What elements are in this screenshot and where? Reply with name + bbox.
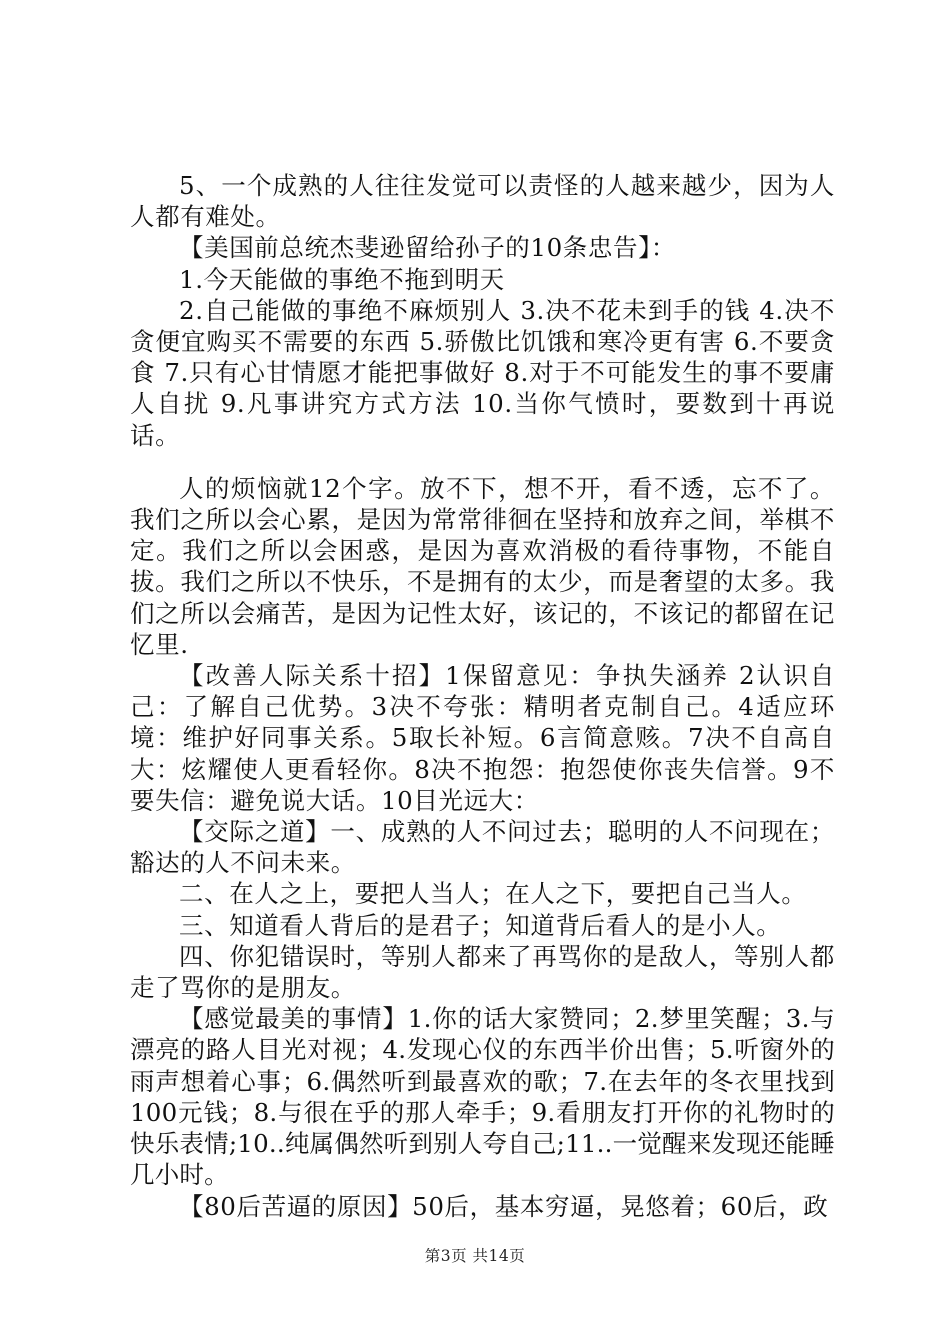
paragraph-jefferson-heading: 【美国前总统杰斐逊留给孙子的10条忠告】： [179, 233, 677, 263]
paragraph-social-way-4: 四、你犯错误时，等别人都来了再骂你的是敌人，等别人都走了骂你的是朋友。 [130, 941, 835, 1003]
paragraph-jefferson-items: 2.自己能做的事绝不麻烦别人 3.决不花未到手的钱 4.决不贪便宜购买不需要的东西 5.骄傲比饥饿和寒冷更有害 6.不要贪食 7.只有心甘情愿才能把事做好 8.对于不可能发生的事不要庸人自扰 9.凡事讲究方式方法 10.当你气愤时，要数到十再说话。 [130, 295, 835, 450]
paragraph-mature-person: 5、一个成熟的人往往发觉可以责怪的人越来越少，因为人人都有难处。 [130, 171, 835, 232]
paragraph-twelve-words: 人的烦恼就12个字。放不下，想不开，看不透，忘不了。我们之所以会心累，是因为常常徘徊在坚持和放弃之间，举棋不定。我们之所以会困惑，是因为喜欢消极的看待事物，不能自拔。我们之所以不快乐，不是拥有的太少，而是奢望的太多。我们之所以会痛苦，是因为记性太好，该记的，不该记的都留在记忆里. [130, 473, 835, 659]
document-body [130, 170, 835, 1222]
paragraph-social-way-3: 三、知道看人背后的是君子；知道背后看人的是小人。 [179, 910, 782, 940]
paragraph-relationship-tips: 【改善人际关系十招】1保留意见：争执失涵养 2认识自己：了解自己优势。3决不夸张：精明者克制自己。4适应环境：维护好同事关系。5取长补短。6言简意赅。7决不自高自大：炫耀使人更看轻你。8决不抱怨：抱怨使你丧失信誉。9不要失信：避免说大话。10目光远大： [130, 661, 835, 815]
paragraph-social-way-1: 【交际之道】一、成熟的人不问过去；聪明的人不问现在；豁达的人不问未来。 [130, 817, 835, 878]
page-footer: 第3页 共14页 [424, 1247, 526, 1265]
paragraph-post80s: 【80后苦逼的原因】50后，基本穷逼，晃悠着；60后，政 [179, 1191, 829, 1221]
paragraph-beautiful-things: 【感觉最美的事情】1.你的话大家赞同；2.梦里笑醒；3.与漂亮的路人目光对视；4.发现心仪的东西半价出售；5.听窗外的雨声想着心事；6.偶然听到最喜欢的歌；7.在去年的冬衣里找到100元钱；8.与很在乎的那人牵手；9.看朋友打开你的礼物时的快乐表情;10..纯属偶然听到别人夸自己;11..一觉醒来发现还能睡几小时。 [130, 1004, 835, 1190]
paragraph-jefferson-item-1: 1.今天能做的事绝不拖到明天 [179, 264, 505, 294]
paragraph-social-way-2: 二、在人之上，要把人当人；在人之下，要把自己当人。 [179, 879, 807, 909]
